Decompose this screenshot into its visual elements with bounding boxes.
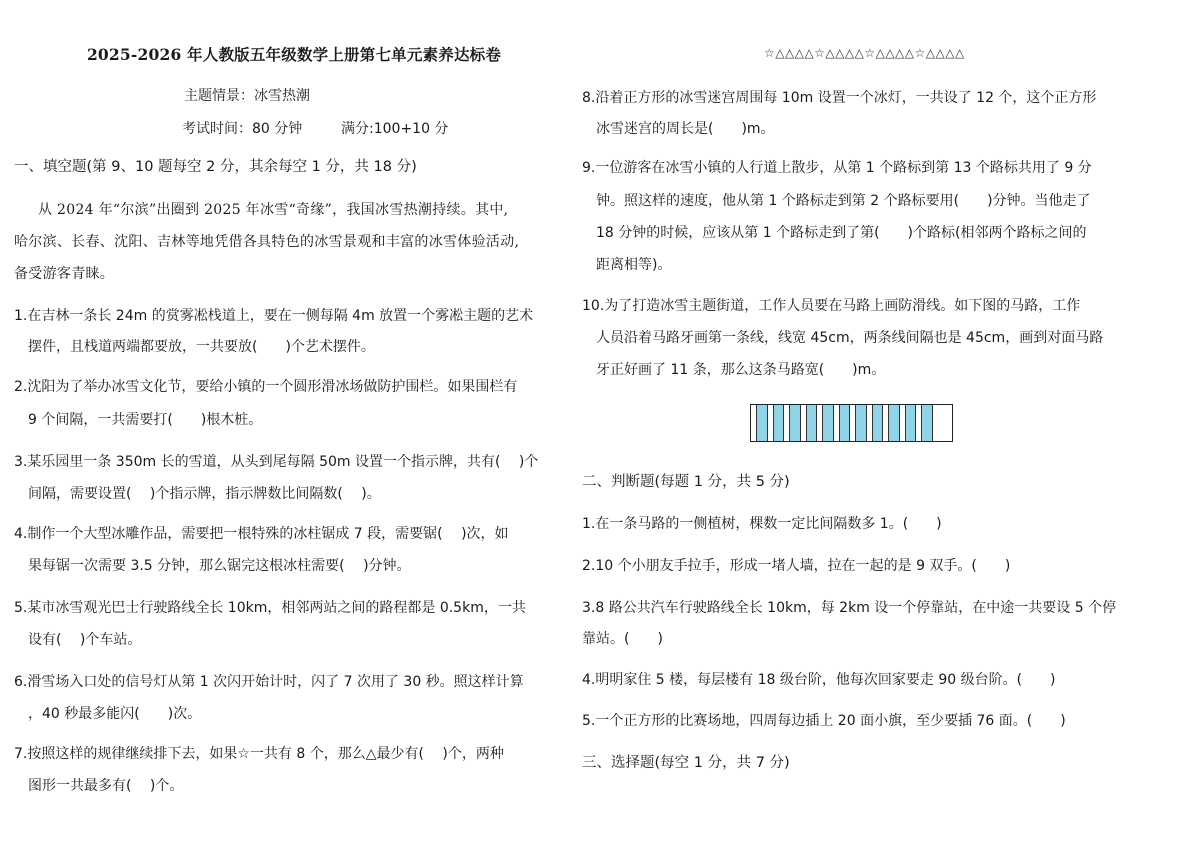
- exam-time: 考试时间：80 分钟: [182, 121, 303, 137]
- q1-line-2: 摆件，且栈道两端都要放，一共要放( )个艺术摆件。: [28, 339, 375, 355]
- crosswalk-stripe: [888, 405, 900, 441]
- theme-line: 主题情景：冰雪热潮: [184, 88, 310, 104]
- section3-heading: 三、选择题(每空 1 分，共 7 分): [582, 755, 790, 771]
- crosswalk-stripe: [855, 405, 867, 441]
- q5-line-2: 设有( )个车站。: [28, 632, 142, 648]
- q7-line-2: 图形一共最多有( )个。: [28, 778, 184, 794]
- star-triangle-pattern: ☆△△△△☆△△△△☆△△△△☆△△△△: [764, 46, 965, 60]
- exam-title: 2025-2026 年人教版五年级数学上册第七单元素养达标卷: [86, 45, 502, 64]
- full-score: 满分:100+10 分: [341, 121, 449, 137]
- crosswalk-stripe: [921, 405, 933, 441]
- crosswalk-stripe: [839, 405, 851, 441]
- judge-item-4: 4.明明家住 5 楼，每层楼有 18 级台阶，他每次回家要走 90 级台阶。( ): [582, 672, 1056, 688]
- q3-line-2: 间隔，需要设置( )个指示牌，指示牌数比间隔数( )。: [28, 486, 381, 502]
- crosswalk-stripe: [905, 405, 917, 441]
- judge-item-3-line-1: 3.8 路公共汽车行驶路线全长 10km，每 2km 设一个停靠站，在中途一共要设 5 个停: [582, 600, 1117, 616]
- section1-heading: 一、填空题(第 9、10 题每空 2 分，其余每空 1 分，共 18 分): [14, 159, 417, 175]
- passage-line-2: 哈尔滨、长春、沈阳、吉林等地凭借各具特色的冰雪景观和丰富的冰雪体验活动,: [14, 234, 520, 250]
- q4-line-2: 果每锯一次需要 3.5 分钟，那么锯完这根冰柱需要( )分钟。: [28, 558, 411, 574]
- q1-line-1: 1.在吉林一条长 24m 的赏雾凇栈道上，要在一侧每隔 4m 放置一个雾凇主题的艺术: [14, 308, 534, 324]
- judge-item-5: 5.一个正方形的比赛场地，四周每边插上 20 面小旗，至少要插 76 面。( ): [582, 713, 1066, 729]
- crosswalk-stripe: [789, 405, 801, 441]
- crosswalk-stripe: [773, 405, 785, 441]
- crosswalk-stripe: [806, 405, 818, 441]
- q4-line-1: 4.制作一个大型冰雕作品，需要把一根特殊的冰柱锯成 7 段，需要锯( )次，如: [14, 526, 509, 542]
- q8-line-1: 8.沿着正方形的冰雪迷宫周围每 10m 设置一个冰灯，一共设了 12 个，这个正方形: [582, 90, 1097, 106]
- q2-line-1: 2.沈阳为了举办冰雪文化节，要给小镇的一个圆形滑冰场做防护围栏。如果围栏有: [14, 379, 518, 395]
- crosswalk-stripe: [756, 405, 768, 441]
- passage-line-3: 备受游客青睐。: [14, 266, 115, 282]
- q8-line-2: 冰雪迷宫的周长是( )m。: [596, 121, 775, 137]
- judge-item-1: 1.在一条马路的一侧植树，棵数一定比间隔数多 1。( ): [582, 516, 942, 532]
- q10-line-2: 人员沿着马路牙画第一条线，线宽 45cm，两条线间隔也是 45cm，画到对面马路: [596, 330, 1104, 346]
- passage-line-1: 从 2024 年“尔滨”出圈到 2025 年冰雪“奇缘”，我国冰雪热潮持续。其中,: [38, 202, 509, 218]
- q9-line-4: 距离相等)。: [596, 257, 672, 273]
- judge-item-3-line-2: 靠站。( ): [582, 631, 663, 647]
- section2-heading: 二、判断题(每题 1 分，共 5 分): [582, 474, 790, 490]
- q6-line-1: 6.滑雪场入口处的信号灯从第 1 次闪开始计时，闪了 7 次用了 30 秒。照这样计算: [14, 674, 524, 690]
- q6-line-2: ，40 秒最多能闪( )次。: [28, 706, 202, 722]
- q7-line-1: 7.按照这样的规律继续排下去，如果☆一共有 8 个，那么△最少有( )个，两种: [14, 746, 504, 762]
- crosswalk-figure: [750, 404, 953, 442]
- q9-line-3: 18 分钟的时候，应该从第 1 个路标走到了第( )个路标(相邻两个路标之间的: [596, 225, 1087, 241]
- crosswalk-gap: [933, 405, 938, 441]
- crosswalk-stripe: [872, 405, 884, 441]
- q9-line-1: 9.一位游客在冰雪小镇的人行道上散步，从第 1 个路标到第 13 个路标共用了 9 分: [582, 160, 1092, 176]
- q10-line-3: 牙正好画了 11 条，那么这条马路宽( )m。: [596, 362, 886, 378]
- q9-line-2: 钟。照这样的速度，他从第 1 个路标走到第 2 个路标要用( )分钟。当他走了: [596, 193, 1091, 209]
- q3-line-1: 3.某乐园里一条 350m 长的雪道，从头到尾每隔 50m 设置一个指示牌，共有( )个: [14, 454, 539, 470]
- judge-item-2: 2.10 个小朋友手拉手，形成一堵人墙，拉在一起的是 9 双手。( ): [582, 558, 1011, 574]
- q2-line-2: 9 个间隔，一共需要打( )根木桩。: [28, 412, 263, 428]
- crosswalk-stripe: [822, 405, 834, 441]
- q5-line-1: 5.某市冰雪观光巴士行驶路线全长 10km，相邻两站之间的路程都是 0.5km，一共: [14, 600, 526, 616]
- q10-line-1: 10.为了打造冰雪主题街道，工作人员要在马路上画防滑线。如下图的马路，工作: [582, 298, 1081, 314]
